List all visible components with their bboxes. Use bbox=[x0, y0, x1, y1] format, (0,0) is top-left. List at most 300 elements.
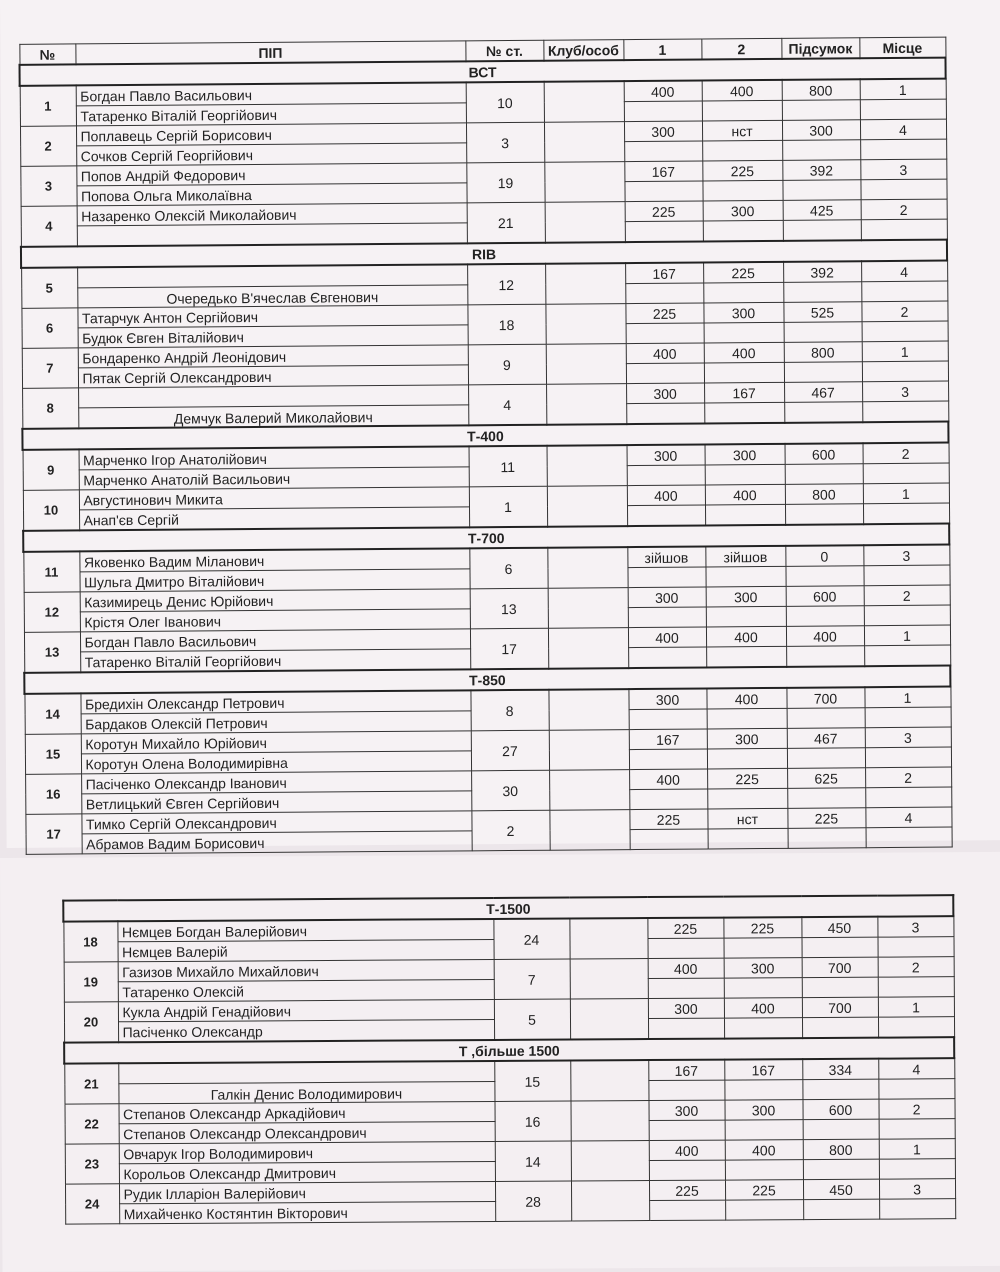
header-club: Клуб/особ bbox=[543, 40, 623, 61]
participant-name-1: Татарчук Антон Сергійович bbox=[77, 305, 467, 328]
empty-cell bbox=[782, 100, 860, 121]
participant-name-1: Казимирець Денис Юрійович bbox=[80, 589, 470, 612]
empty-cell bbox=[878, 1017, 954, 1038]
place: 4 bbox=[861, 261, 947, 282]
empty-cell bbox=[625, 283, 703, 304]
empty-cell bbox=[803, 1159, 879, 1179]
club-cell bbox=[569, 918, 647, 959]
club-cell bbox=[547, 547, 627, 588]
empty-cell bbox=[782, 140, 860, 161]
participant-name-2: Попова Ольга Миколаївна bbox=[76, 183, 466, 206]
club-cell bbox=[546, 344, 626, 385]
empty-cell bbox=[783, 220, 861, 241]
round-2-score: 400 bbox=[702, 80, 782, 101]
entry-number: 7 bbox=[22, 348, 78, 388]
round-1-score: 225 bbox=[647, 918, 723, 939]
participant-name-1: Богдан Павло Васильович bbox=[76, 82, 466, 106]
place: 3 bbox=[879, 1179, 955, 1199]
empty-cell bbox=[704, 402, 784, 423]
total-score: 800 bbox=[782, 79, 860, 100]
start-number: 13 bbox=[470, 588, 548, 629]
place: 2 bbox=[865, 767, 951, 788]
entry-number: 10 bbox=[23, 490, 79, 531]
results-table-body-page-2 bbox=[63, 895, 955, 1224]
empty-cell bbox=[629, 789, 707, 810]
entry-number: 8 bbox=[22, 388, 78, 429]
round-2-score: 300 bbox=[705, 444, 785, 465]
empty-cell bbox=[649, 1120, 725, 1140]
round-1-score: 300 bbox=[648, 1100, 724, 1120]
empty-cell bbox=[802, 1017, 878, 1038]
participant-name-2: Степанов Олександр Олександрович bbox=[119, 1121, 495, 1143]
empty-cell bbox=[724, 978, 802, 998]
empty-cell bbox=[802, 937, 878, 957]
category-title: Т-700 bbox=[23, 524, 949, 552]
total-score: 0 bbox=[785, 545, 863, 566]
participant-name-1: Коротун Михайло Юрійович bbox=[81, 731, 471, 754]
round-2-score: 400 bbox=[704, 342, 784, 363]
entry-number: 3 bbox=[20, 166, 76, 206]
entry-number: 13 bbox=[24, 632, 80, 673]
participant-name-2: Пятак Сергій Олександрович bbox=[78, 365, 468, 388]
place: 2 bbox=[863, 443, 949, 464]
total-score: 400 bbox=[786, 626, 864, 647]
empty-cell bbox=[725, 1200, 803, 1220]
empty-cell bbox=[860, 179, 946, 200]
empty-cell bbox=[878, 1079, 954, 1099]
results-sheet-page-2 bbox=[0, 852, 1000, 1272]
start-number: 8 bbox=[470, 690, 548, 731]
participant-name-2: Марченко Анатолій Васильович bbox=[79, 467, 469, 490]
participant-name-2: Демчук Валерий Миколайович bbox=[78, 405, 468, 429]
entry-number: 19 bbox=[64, 962, 118, 1002]
round-1-score: 400 bbox=[624, 80, 702, 101]
participant-name-1: Степанов Олександр Аркадійович bbox=[119, 1101, 495, 1123]
start-number: 6 bbox=[469, 548, 547, 589]
results-table-page-1 bbox=[18, 37, 952, 855]
empty-cell bbox=[865, 707, 951, 728]
empty-cell bbox=[785, 504, 863, 525]
place: 4 bbox=[878, 1058, 954, 1079]
round-2-score: 225 bbox=[725, 1180, 803, 1200]
empty-cell bbox=[862, 401, 948, 422]
participant-name-2: Сочков Сергій Георгійович bbox=[76, 143, 466, 166]
participant-name-1: Бондаренко Андрій Леонідович bbox=[78, 345, 468, 368]
start-number: 24 bbox=[493, 919, 569, 960]
club-cell bbox=[544, 122, 624, 163]
participant-name-1: Нємцев Богдан Валерійович bbox=[117, 919, 493, 942]
place: 3 bbox=[860, 159, 946, 180]
round-2-score: 300 bbox=[707, 728, 787, 749]
round-1-score: 300 bbox=[627, 444, 705, 465]
participant-name-2: Будюк Євген Віталійович bbox=[78, 325, 468, 348]
entry-number: 14 bbox=[24, 693, 80, 734]
place: 1 bbox=[864, 625, 950, 646]
entry-number: 6 bbox=[21, 308, 77, 348]
entry-number: 2 bbox=[20, 126, 76, 166]
start-number: 19 bbox=[466, 162, 544, 203]
participant-name-2: Анап'єв Сергій bbox=[79, 507, 469, 531]
empty-cell bbox=[705, 566, 785, 587]
empty-cell bbox=[863, 463, 949, 484]
club-cell bbox=[549, 770, 629, 811]
place: 1 bbox=[860, 79, 946, 100]
club-cell bbox=[571, 1181, 649, 1221]
empty-cell bbox=[624, 101, 702, 122]
empty-cell bbox=[706, 606, 786, 627]
participant-name-2: Очередько В'ячеслав Євгенович bbox=[77, 285, 467, 308]
participant-name-2: Абрамов Вадим Борисович bbox=[82, 831, 472, 854]
empty-cell bbox=[627, 505, 705, 526]
total-score: 800 bbox=[784, 342, 862, 363]
start-number: 12 bbox=[467, 264, 545, 305]
participant-name-1: Рудик Ілларіон Валерійович bbox=[119, 1181, 495, 1203]
empty-cell bbox=[724, 1080, 802, 1100]
club-cell bbox=[570, 999, 648, 1040]
place: 3 bbox=[865, 727, 951, 748]
round-2-score: нст bbox=[707, 808, 787, 829]
participant-name-2: Шульга Дмитро Віталійович bbox=[79, 569, 469, 592]
empty-cell bbox=[864, 645, 950, 666]
participant-name-2: Пасіченко Олександр bbox=[118, 1019, 494, 1042]
participant-name-2: Бардаков Олексій Петрович bbox=[81, 711, 471, 734]
total-score: 225 bbox=[787, 808, 865, 829]
club-cell bbox=[545, 304, 625, 345]
entry-number: 23 bbox=[65, 1144, 119, 1184]
empty-cell bbox=[702, 180, 782, 201]
start-number: 21 bbox=[467, 202, 545, 243]
empty-cell bbox=[879, 1159, 955, 1179]
start-number: 16 bbox=[494, 1101, 570, 1141]
empty-cell bbox=[803, 1199, 879, 1219]
participant-name-1: Августинович Микита bbox=[79, 487, 469, 510]
participant-name-2: Корольов Олександр Дмитрович bbox=[119, 1161, 495, 1183]
round-1-score: 300 bbox=[628, 587, 706, 608]
place: 4 bbox=[865, 807, 951, 828]
round-1-score: 225 bbox=[625, 201, 703, 222]
participant-name-1: Газизов Михайло Михайлович bbox=[118, 959, 494, 981]
round-2-score: 400 bbox=[724, 998, 802, 1018]
round-1-score: 400 bbox=[627, 485, 705, 506]
total-score: 467 bbox=[787, 728, 865, 749]
participant-name-1 bbox=[118, 1061, 494, 1084]
empty-cell bbox=[628, 607, 706, 628]
participant-name-1: Богдан Павло Васильович bbox=[80, 629, 470, 652]
empty-cell bbox=[630, 829, 708, 850]
club-cell bbox=[549, 810, 629, 851]
total-score: 450 bbox=[803, 1179, 879, 1199]
round-2-score: 400 bbox=[706, 626, 786, 647]
empty-cell bbox=[863, 503, 949, 524]
header-round-1: 1 bbox=[623, 39, 701, 60]
empty-cell bbox=[865, 787, 951, 808]
round-1-score: 300 bbox=[626, 383, 704, 404]
club-cell bbox=[544, 162, 624, 203]
place: 2 bbox=[861, 199, 947, 220]
start-number: 14 bbox=[495, 1141, 571, 1181]
header-place: Місце bbox=[859, 37, 945, 58]
round-2-score: нст bbox=[702, 120, 782, 141]
entry-number: 24 bbox=[65, 1184, 119, 1224]
start-number: 3 bbox=[466, 122, 544, 163]
empty-cell bbox=[784, 362, 862, 383]
empty-cell bbox=[627, 465, 705, 486]
start-number: 30 bbox=[471, 770, 549, 811]
empty-cell bbox=[877, 937, 953, 957]
empty-cell bbox=[703, 282, 783, 303]
round-2-score: 300 bbox=[724, 958, 802, 978]
empty-cell bbox=[786, 646, 864, 667]
total-score: 700 bbox=[802, 997, 878, 1017]
place: 1 bbox=[863, 483, 949, 504]
empty-cell bbox=[725, 1120, 803, 1140]
club-cell bbox=[545, 202, 625, 243]
round-1-score: 400 bbox=[628, 627, 706, 648]
empty-cell bbox=[785, 566, 863, 587]
empty-cell bbox=[648, 938, 724, 958]
empty-cell bbox=[707, 708, 787, 729]
entry-number: 12 bbox=[24, 592, 80, 632]
place: 1 bbox=[864, 687, 950, 708]
round-1-score: 400 bbox=[648, 958, 724, 978]
participant-name-2: Татаренко Олексій bbox=[118, 979, 494, 1001]
round-2-score: 400 bbox=[725, 1140, 803, 1160]
total-score: 700 bbox=[802, 957, 878, 977]
empty-cell bbox=[866, 827, 952, 848]
empty-cell bbox=[626, 363, 704, 384]
entry-number: 15 bbox=[25, 734, 81, 774]
total-score: 600 bbox=[786, 586, 864, 607]
participant-name-1: Тимко Сергій Олександрович bbox=[81, 811, 471, 834]
empty-cell bbox=[784, 322, 862, 343]
round-2-score: 225 bbox=[707, 768, 787, 789]
empty-cell bbox=[626, 323, 704, 344]
total-score: 467 bbox=[784, 382, 862, 403]
round-2-score: 400 bbox=[705, 484, 785, 505]
total-score: 300 bbox=[782, 120, 860, 141]
empty-cell bbox=[860, 99, 946, 120]
club-cell bbox=[571, 1141, 649, 1181]
total-score: 800 bbox=[803, 1139, 879, 1159]
empty-cell bbox=[725, 1160, 803, 1180]
empty-cell bbox=[724, 1018, 802, 1039]
round-1-score: 167 bbox=[648, 1060, 724, 1081]
empty-cell bbox=[649, 1160, 725, 1180]
empty-cell bbox=[628, 647, 706, 668]
place: 3 bbox=[862, 381, 948, 402]
total-score: 392 bbox=[782, 160, 860, 181]
empty-cell bbox=[865, 747, 951, 768]
participant-name-2: Татаренко Віталій Георгійович bbox=[80, 649, 470, 673]
participant-name-1: Овчарук Ігор Володимирович bbox=[119, 1141, 495, 1163]
empty-cell bbox=[648, 1018, 724, 1039]
start-number: 15 bbox=[494, 1061, 570, 1102]
empty-cell bbox=[629, 749, 707, 770]
start-number: 7 bbox=[494, 959, 570, 999]
start-number: 5 bbox=[494, 999, 570, 1040]
total-score: 800 bbox=[785, 484, 863, 505]
empty-cell bbox=[879, 1199, 955, 1219]
total-score: 600 bbox=[802, 1099, 878, 1119]
entry-number: 11 bbox=[23, 551, 79, 592]
start-number: 18 bbox=[467, 304, 545, 345]
empty-cell bbox=[802, 1079, 878, 1099]
header-round-2: 2 bbox=[701, 38, 781, 59]
round-2-score: 300 bbox=[706, 586, 786, 607]
round-1-score: 400 bbox=[626, 343, 704, 364]
participant-name-1: Назаренко Олексій Миколайович bbox=[77, 203, 467, 226]
empty-cell bbox=[861, 219, 947, 240]
club-cell bbox=[545, 263, 625, 304]
participant-name-1: Яковенко Вадим Міланович bbox=[79, 548, 469, 572]
header-total: Підсумок bbox=[781, 38, 859, 59]
round-2-score: зійшов bbox=[705, 546, 785, 567]
start-number: 27 bbox=[471, 730, 549, 771]
club-cell bbox=[570, 959, 648, 999]
place: 1 bbox=[862, 341, 948, 362]
club-cell bbox=[544, 81, 624, 122]
category-title: Т-850 bbox=[24, 666, 950, 694]
empty-cell bbox=[864, 605, 950, 626]
club-cell bbox=[547, 445, 627, 486]
category-title: ВСТ bbox=[20, 58, 946, 86]
place: 2 bbox=[878, 1099, 954, 1119]
round-1-score: 167 bbox=[625, 262, 703, 283]
round-1-score: 400 bbox=[629, 769, 707, 790]
empty-cell bbox=[861, 281, 947, 302]
total-score: 450 bbox=[801, 917, 877, 938]
empty-cell bbox=[624, 181, 702, 202]
club-cell bbox=[549, 730, 629, 771]
entry-number: 20 bbox=[64, 1002, 118, 1043]
empty-cell bbox=[706, 646, 786, 667]
start-number: 10 bbox=[466, 82, 544, 123]
club-cell bbox=[548, 588, 628, 629]
category-title: Т-1500 bbox=[63, 895, 953, 921]
participant-name-1: Поплавець Сергій Борисович bbox=[76, 123, 466, 146]
round-2-score: 300 bbox=[703, 302, 783, 323]
total-score: 425 bbox=[783, 200, 861, 221]
club-cell bbox=[546, 384, 626, 425]
empty-cell bbox=[787, 708, 865, 729]
round-2-score: 167 bbox=[704, 382, 784, 403]
round-1-score: 167 bbox=[629, 729, 707, 750]
total-score: 625 bbox=[787, 768, 865, 789]
entry-number: 9 bbox=[23, 449, 79, 490]
club-cell bbox=[570, 1060, 648, 1101]
club-cell bbox=[570, 1101, 648, 1141]
round-1-score: 225 bbox=[649, 1180, 725, 1200]
category-title: RIB bbox=[21, 240, 947, 268]
participant-name-1: Пасіченко Олександр Іванович bbox=[81, 771, 471, 794]
round-1-score: 225 bbox=[625, 303, 703, 324]
category-title: Т-400 bbox=[22, 422, 948, 450]
start-number: 17 bbox=[470, 628, 548, 669]
start-number: 28 bbox=[495, 1181, 571, 1221]
results-table-body-page-1 bbox=[19, 37, 951, 854]
empty-cell bbox=[702, 140, 782, 161]
empty-cell bbox=[862, 321, 948, 342]
club-cell bbox=[547, 486, 627, 527]
entry-number: 21 bbox=[64, 1063, 118, 1104]
empty-cell bbox=[625, 221, 703, 242]
header-num: № bbox=[19, 44, 75, 65]
participant-name-1: Марченко Ігор Анатолійович bbox=[79, 446, 469, 470]
total-score: 600 bbox=[785, 443, 863, 464]
entry-number: 17 bbox=[25, 814, 81, 854]
place: 2 bbox=[878, 957, 954, 977]
total-score: 334 bbox=[802, 1059, 878, 1080]
place: 3 bbox=[863, 545, 949, 566]
empty-cell bbox=[648, 978, 724, 998]
empty-cell bbox=[649, 1200, 725, 1220]
participant-name-1: Попов Андрій Федорович bbox=[76, 163, 466, 186]
empty-cell bbox=[863, 565, 949, 586]
start-number: 9 bbox=[468, 344, 546, 385]
participant-name-2: Крістя Олег Іванович bbox=[80, 609, 470, 632]
participant-name-1: Бредихін Олександр Петрович bbox=[80, 690, 470, 714]
empty-cell bbox=[705, 504, 785, 525]
empty-cell bbox=[707, 788, 787, 809]
club-cell bbox=[548, 689, 628, 730]
entry-number: 22 bbox=[65, 1104, 119, 1144]
round-2-score: 225 bbox=[703, 262, 783, 283]
place: 2 bbox=[864, 585, 950, 606]
round-2-score: 167 bbox=[724, 1059, 802, 1080]
start-number: 4 bbox=[468, 384, 546, 425]
empty-cell bbox=[648, 1080, 724, 1100]
total-score: 700 bbox=[786, 687, 864, 708]
empty-cell bbox=[708, 828, 788, 849]
empty-cell bbox=[802, 977, 878, 997]
empty-cell bbox=[624, 141, 702, 162]
place: 4 bbox=[860, 119, 946, 140]
empty-cell bbox=[627, 567, 705, 588]
empty-cell bbox=[783, 282, 861, 303]
entry-number: 16 bbox=[25, 774, 81, 814]
round-2-score: 300 bbox=[703, 200, 783, 221]
empty-cell bbox=[705, 464, 785, 485]
total-score: 392 bbox=[783, 261, 861, 282]
empty-cell bbox=[785, 464, 863, 485]
empty-cell bbox=[704, 362, 784, 383]
place: 1 bbox=[878, 997, 954, 1017]
empty-cell bbox=[788, 828, 866, 849]
round-2-score: 400 bbox=[706, 688, 786, 709]
round-2-score: 300 bbox=[724, 1100, 802, 1120]
entry-number: 18 bbox=[63, 921, 117, 962]
empty-cell bbox=[803, 1119, 879, 1139]
round-1-score: 300 bbox=[624, 121, 702, 142]
empty-cell bbox=[787, 748, 865, 769]
empty-cell bbox=[703, 220, 783, 241]
start-number: 1 bbox=[469, 486, 547, 527]
empty-cell bbox=[724, 938, 802, 958]
round-2-score: 225 bbox=[723, 917, 801, 938]
total-score: 525 bbox=[783, 302, 861, 323]
category-title: Т ,більше 1500 bbox=[64, 1037, 954, 1063]
place: 2 bbox=[861, 301, 947, 322]
participant-name-2: Коротун Олена Володимирівна bbox=[81, 751, 471, 774]
participant-name-2: Татаренко Віталій Георгійович bbox=[76, 103, 466, 126]
empty-cell bbox=[786, 606, 864, 627]
place: 1 bbox=[879, 1139, 955, 1159]
header-name: ПІП bbox=[75, 41, 465, 65]
entry-number: 5 bbox=[21, 267, 77, 308]
round-1-score: 300 bbox=[628, 688, 706, 709]
round-2-score: 225 bbox=[702, 160, 782, 181]
empty-cell bbox=[787, 788, 865, 809]
